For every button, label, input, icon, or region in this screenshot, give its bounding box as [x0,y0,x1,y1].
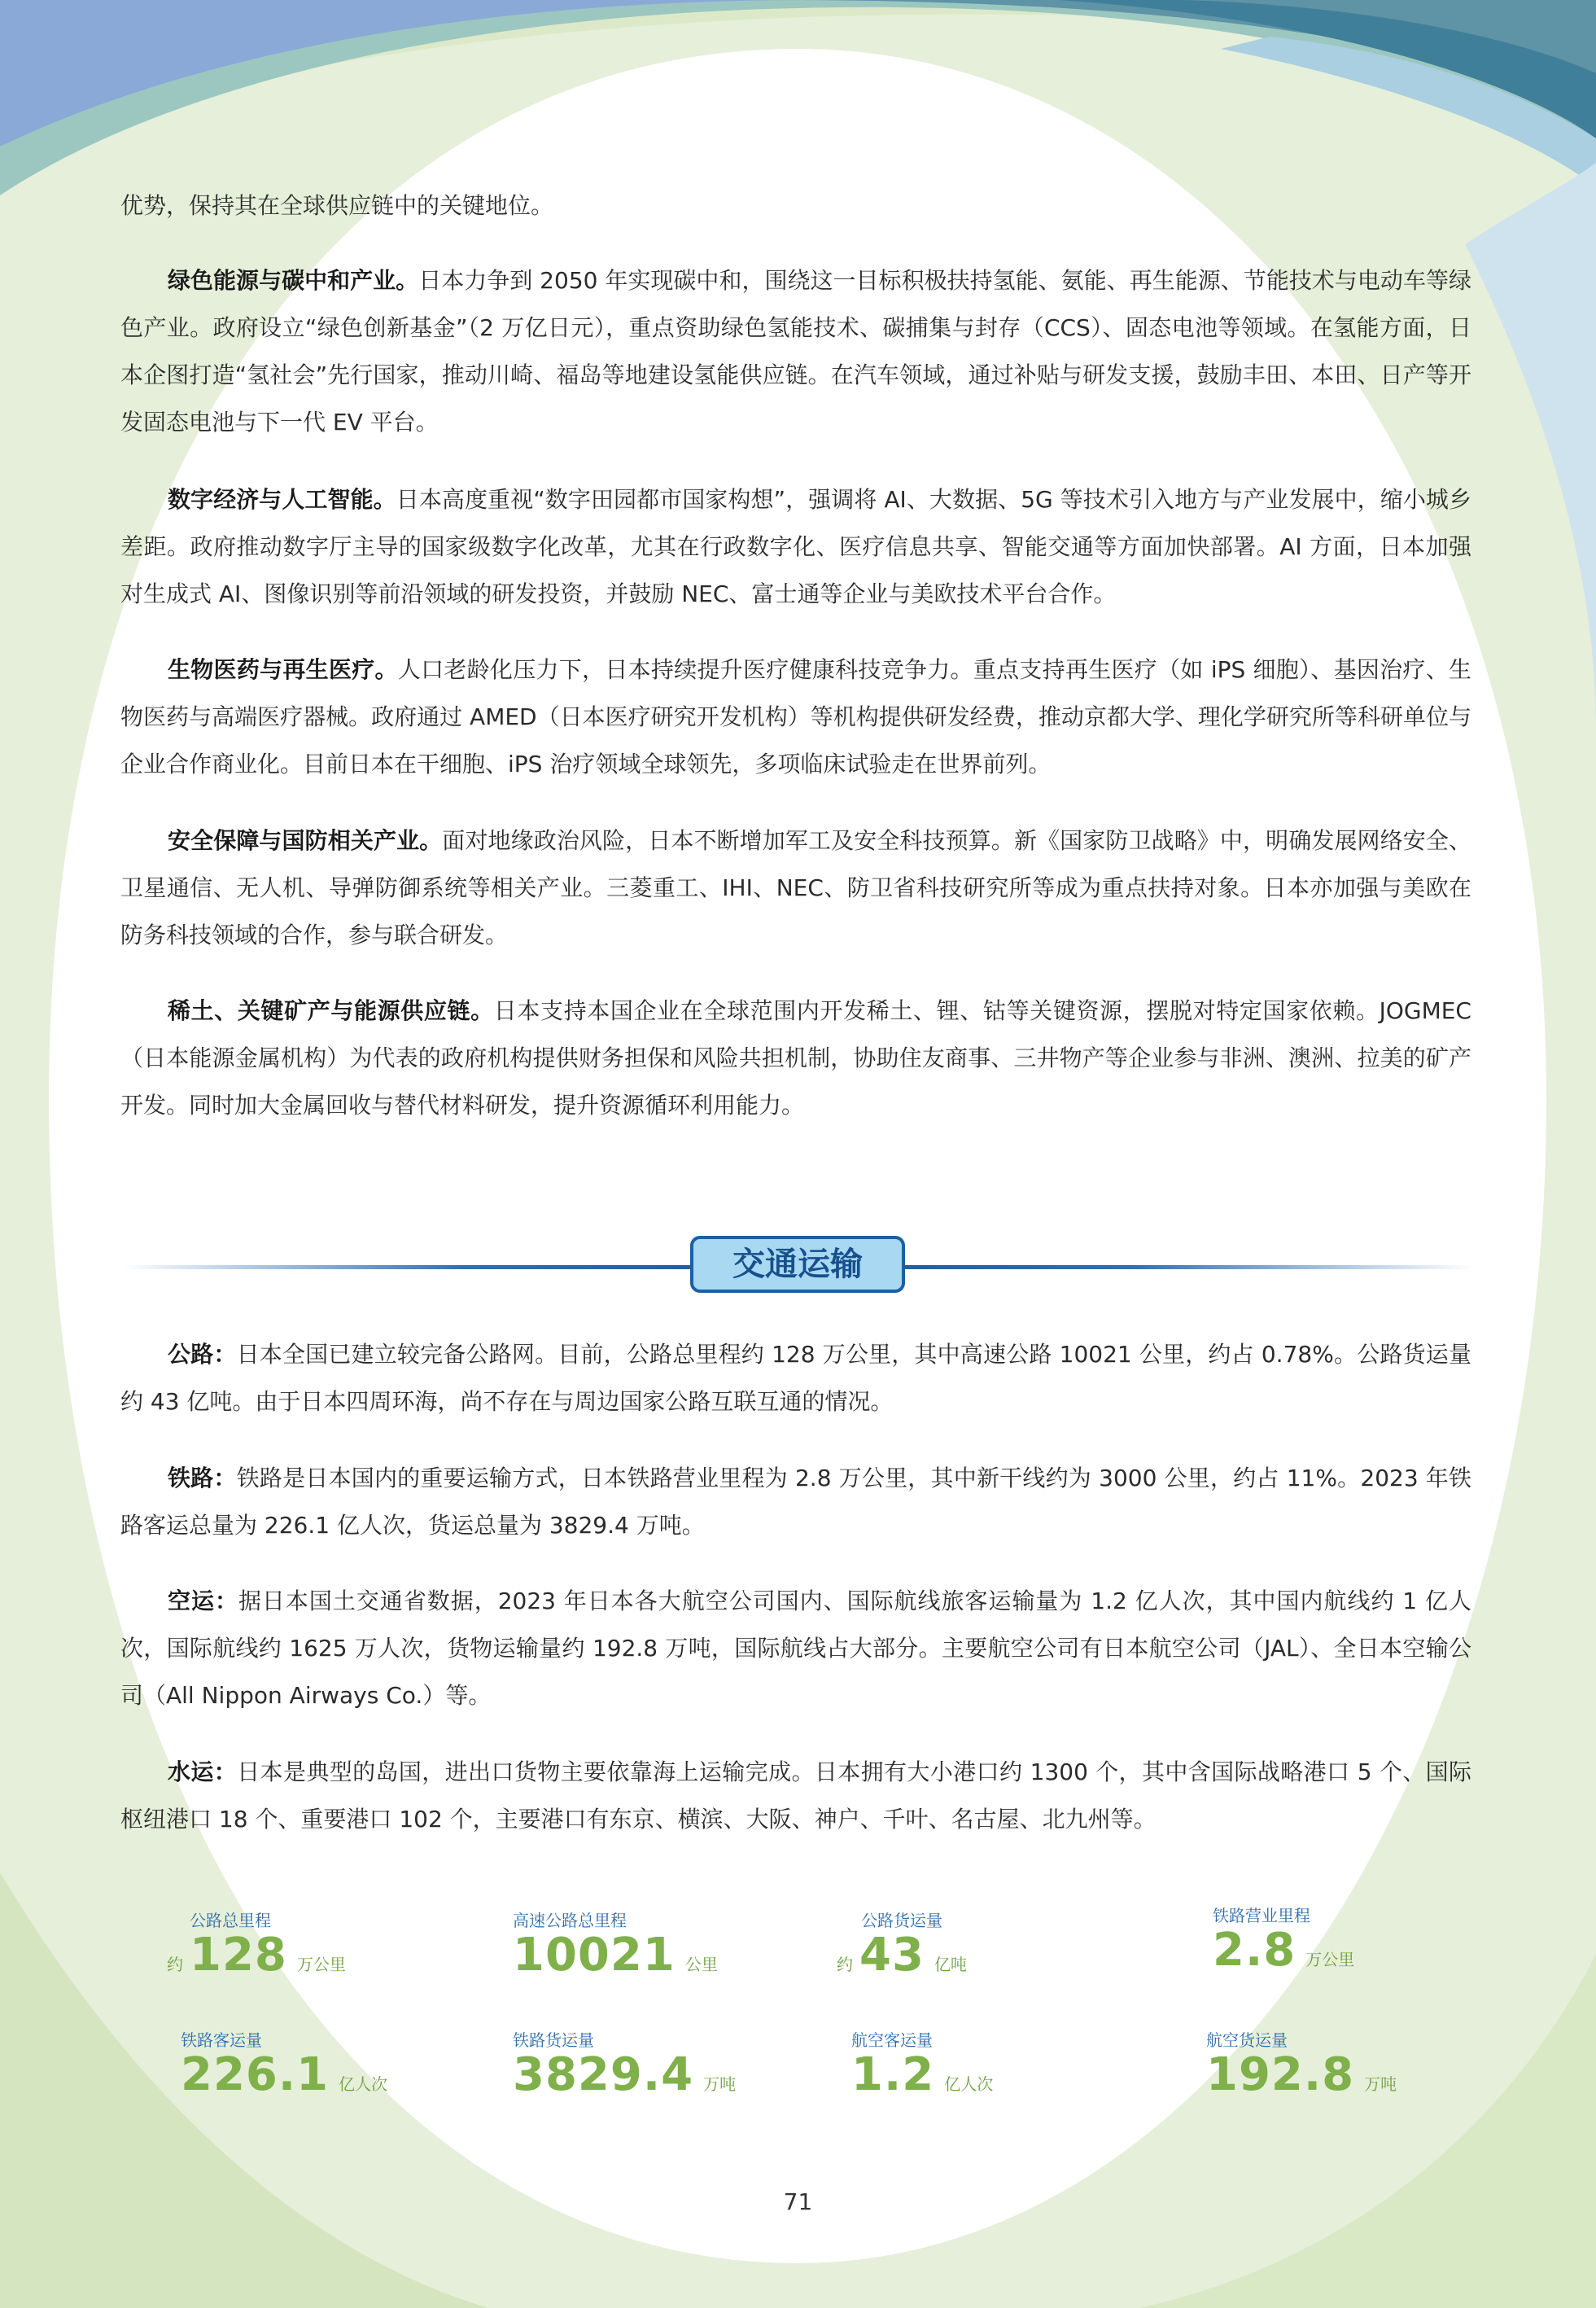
paragraph-lead: 安全保障与国防相关产业。 [168,827,443,854]
stat-label: 航空货运量 [1206,2030,1288,2050]
paragraph-road [120,1331,1471,1426]
paragraph-text: 日本支持本国企业在全球范围内开发稀土、锂、钴等关键资源，摆脱对特定国家依赖。JOGMEC（日本能源金属机构）为代表的政府机构提供财务担保和风险共担机制，协助住友商事、三井物产等企业参与非洲、澳洲、拉美的矿产开发。同时加大金属回收与替代材料研发，提升资源循环利用能力。 [120,997,1471,1119]
paragraph-green-energy [120,257,1471,446]
paragraph-lead: 空运： [168,1588,238,1614]
paragraph-text: 优势，保持其在全球供应链中的关键地位。 [120,192,554,219]
paragraph-defense [120,817,1471,959]
stat-value: 2.8 [1213,1924,1296,1977]
stat-unit: 亿吨 [934,1955,967,1974]
paragraph-text: 据日本国土交通省数据，2023 年日本各大航空公司国内、国际航线旅客运输量为 1.2 亿人次，其中国内航线约 1 亿人次，国际航线约 1625 万人次，货物运输量约 192.8 万吨，国际航线占大部分。主要航空公司有日本航空公司（JAL）、全日本空输公司（All Nippon Airways Co.）等。 [120,1588,1471,1709]
stat-value: 1.2 [851,2048,935,2101]
stat-value: 128 [190,1929,287,1982]
paragraph-intro-continuation [120,182,1471,230]
paragraph-lead: 数字经济与人工智能。 [168,486,396,513]
paragraph-lead: 铁路： [168,1465,237,1491]
paragraph-rail [120,1455,1471,1549]
paragraph-lead: 公路： [168,1341,237,1368]
stat-unit: 万公里 [1305,1950,1355,1969]
stat-prefix: 约 [167,1955,183,1974]
paragraph-text: 日本是典型的岛国，进出口货物主要依靠海上运输完成。日本拥有大小港口约 1300 个，其中含国际战略港口 5 个、国际枢纽港口 18 个、重要港口 102 个，主要港口有东京、横滨、大阪、神户、千叶、名古屋、北九州等。 [120,1758,1471,1833]
paragraph-air [120,1578,1471,1719]
stat-value-row [513,2048,736,2101]
stat-unit: 亿人次 [944,2074,994,2094]
stat-label: 公路货运量 [861,1911,942,1930]
stat-label: 铁路货运量 [513,2030,594,2050]
paragraph-rare-earth [120,988,1471,1129]
stat-value-row [167,1929,346,1982]
stat-value-row [1206,2048,1397,2101]
stat-value-row [837,1929,967,1982]
page-number: 71 [783,2188,813,2215]
paragraph-biomedicine [120,646,1471,788]
stat-value: 192.8 [1206,2048,1355,2101]
stat-unit: 万吨 [703,2074,737,2094]
stat-value-row [513,1929,718,1982]
paragraph-lead: 生物医药与再生医疗。 [168,656,398,683]
paragraph-text: 面对地缘政治风险，日本不断增加军工及安全科技预算。新《国家防卫战略》中，明确发展网络安全、卫星通信、无人机、导弹防御系统等相关产业。三菱重工、IHI、NEC、防卫省科技研究所等成为重点扶持对象。日本亦加强与美欧在防务科技领域的合作，参与联合研发。 [120,827,1471,948]
stat-value: 10021 [513,1929,676,1982]
stat-value-row [851,2048,993,2101]
stat-label: 高速公路总里程 [513,1911,627,1930]
stat-label: 公路总里程 [190,1911,271,1930]
stat-value-row [181,2048,387,2101]
paragraph-water [120,1749,1471,1843]
stat-unit: 公里 [684,1955,718,1974]
stat-value: 226.1 [181,2048,330,2101]
paragraph-text: 日本力争到 2050 年实现碳中和，围绕这一目标积极扶持氢能、氨能、再生能源、节能技术与电动车等绿色产业。政府设立“绿色创新基金”（2 万亿日元），重点资助绿色氢能技术、碳捕集与封存（CCS）、固态电池等领域。在氢能方面，日本企图打造“氢社会”先行国家，推动川崎、福岛等地建设氢能供应链。在汽车领域，通过补贴与研发支援，鼓励丰田、本田、日产等开发固态电池与下一代 EV 平台。 [120,267,1471,436]
section-header [122,1236,1473,1298]
stat-value: 3829.4 [513,2048,694,2101]
paragraph-text: 铁路是日本国内的重要运输方式，日本铁路营业里程为 2.8 万公里，其中新干线约为 3000 公里，约占 11%。2023 年铁路客运总量为 226.1 亿人次，货运总量为 3829.4 万吨。 [120,1465,1471,1539]
stat-label: 航空客运量 [851,2030,933,2050]
paragraph-lead: 水运： [168,1758,238,1785]
stat-value-row [1213,1924,1354,1977]
paragraph-text: 日本全国已建立较完备公路网。目前，公路总里程约 128 万公里，其中高速公路 10021 公里，约占 0.78%。公路货运量约 43 亿吨。由于日本四周环海，尚不存在与周边国家公路互联互通的情况。 [120,1341,1471,1415]
stat-unit: 万吨 [1364,2074,1397,2094]
stat-label: 铁路营业里程 [1213,1906,1310,1925]
paragraph-text: 日本高度重视“数字田园都市国家构想”，强调将 AI、大数据、5G 等技术引入地方与产业发展中，缩小城乡差距。政府推动数字厅主导的国家级数字化改革，尤其在行政数字化、医疗信息共享、智能交通等方面加快部署。AI 方面，日本加强对生成式 AI、图像识别等前沿领域的研发投资，并鼓励 NEC、富士通等企业与美欧技术平台合作。 [120,486,1471,607]
section-rule-left [122,1265,692,1269]
section-rule-right [903,1265,1473,1269]
stat-unit: 万公里 [296,1955,346,1974]
stat-prefix: 约 [837,1955,853,1974]
paragraph-lead: 稀土、关键矿产与能源供应链。 [168,997,494,1024]
paragraph-text: 人口老龄化压力下，日本持续提升医疗健康科技竞争力。重点支持再生医疗（如 iPS 细胞）、基因治疗、生物医药与高端医疗器械。政府通过 AMED（日本医疗研究开发机构）等机构提供研发经费，推动京都大学、理化学研究所等科研单位与企业合作商业化。目前日本在干细胞、iPS 治疗领域全球领先，多项临床试验走在世界前列。 [120,656,1471,777]
section-title: 交通运输 [690,1236,905,1293]
paragraph-digital-economy [120,476,1471,618]
stat-value: 43 [859,1929,925,1982]
stat-unit: 亿人次 [339,2074,388,2094]
paragraph-lead: 绿色能源与碳中和产业。 [168,267,419,294]
stat-label: 铁路客运量 [181,2030,262,2050]
